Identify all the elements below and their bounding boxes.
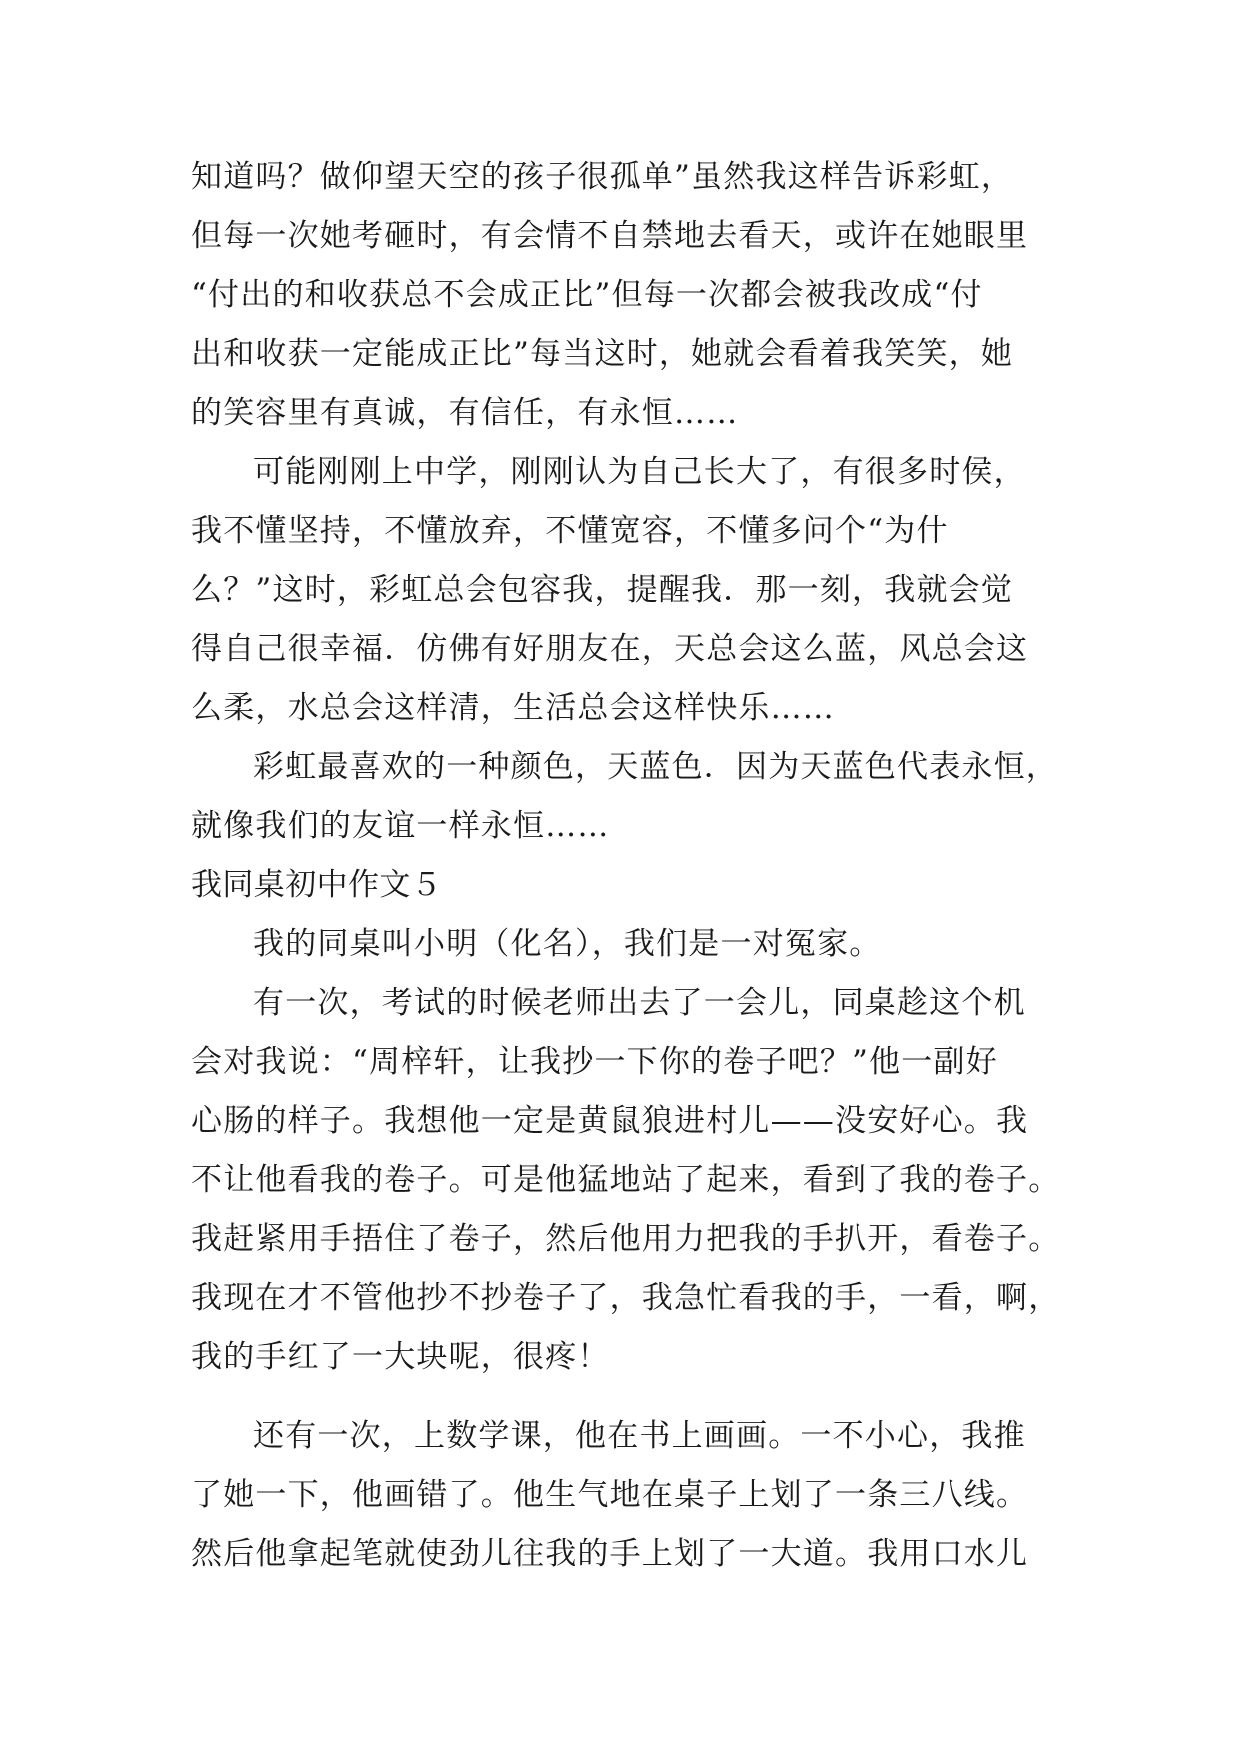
text-line: 么柔，水总会这样清，生活总会这样快乐…… bbox=[191, 690, 835, 726]
text-line: “付出的和收获总不会成正比”但每一次都会被我改成“付 bbox=[191, 277, 983, 313]
paragraph-spacer bbox=[191, 1387, 1051, 1407]
paragraph bbox=[191, 443, 1051, 738]
text-line: 就像我们的友谊一样永恒…… bbox=[191, 808, 610, 844]
text-line: 得自己很幸福．仿佛有好朋友在，天总会这么蓝，风总会这 bbox=[191, 631, 1029, 667]
text-line: 还有一次，上数学课，他在书上画画。一不小心，我推 bbox=[253, 1418, 1026, 1454]
text-line: 我的手红了一大块呢，很疼！ bbox=[191, 1339, 610, 1375]
text-line: 会对我说：“周梓轩，让我抄一下你的卷子吧？”他一副好 bbox=[191, 1044, 998, 1080]
paragraph bbox=[191, 974, 1061, 1387]
text-line: 可能刚刚上中学，刚刚认为自己长大了，有很多时侯， bbox=[253, 454, 1026, 490]
text-line: 了她一下，他画错了。他生气地在桌子上划了一条三八线。 bbox=[191, 1477, 1029, 1513]
text-line: 的笑容里有真诚，有信任，有永恒…… bbox=[191, 395, 739, 431]
text-line: 我赶紧用手捂住了卷子，然后他用力把我的手扒开，看卷子。 bbox=[191, 1221, 1061, 1257]
text-line: 不让他看我的卷子。可是他猛地站了起来，看到了我的卷子。 bbox=[191, 1162, 1061, 1198]
text-line: 我不懂坚持，不懂放弃，不懂宽容，不懂多问个“为什 bbox=[191, 513, 949, 549]
document-body bbox=[191, 148, 1061, 1584]
text-line: 我的同桌叫小明（化名），我们是一对冤家。 bbox=[253, 926, 882, 962]
text-line: 出和收获一定能成正比”每当这时，她就会看着我笑笑，她 bbox=[191, 336, 1014, 372]
text-line: 心肠的样子。我想他一定是黄鼠狼进村儿——没安好心。我 bbox=[191, 1103, 1029, 1139]
text-line: 有一次，考试的时候老师出去了一会儿，同桌趁这个机 bbox=[253, 985, 1026, 1021]
paragraph bbox=[191, 148, 1051, 443]
paragraph bbox=[191, 915, 1051, 974]
text-line: 但每一次她考砸时，有会情不自禁地去看天，或许在她眼里 bbox=[191, 218, 1029, 254]
paragraph bbox=[191, 1407, 1051, 1584]
section-heading: 我同桌初中作文５ bbox=[191, 867, 443, 903]
text-line: 我现在才不管他抄不抄卷子了，我急忙看我的手，一看，啊， bbox=[191, 1280, 1061, 1316]
text-line: 知道吗？做仰望天空的孩子很孤单”虽然我这样告诉彩虹， bbox=[191, 159, 1014, 195]
text-line: 么？”这时，彩虹总会包容我，提醒我．那一刻，我就会觉 bbox=[191, 572, 1014, 608]
text-line: 彩虹最喜欢的一种颜色，天蓝色．因为天蓝色代表永恒， bbox=[253, 749, 1058, 785]
text-line: 然后他拿起笔就使劲儿往我的手上划了一大道。我用口水儿 bbox=[191, 1536, 1029, 1572]
paragraph bbox=[191, 738, 1058, 856]
